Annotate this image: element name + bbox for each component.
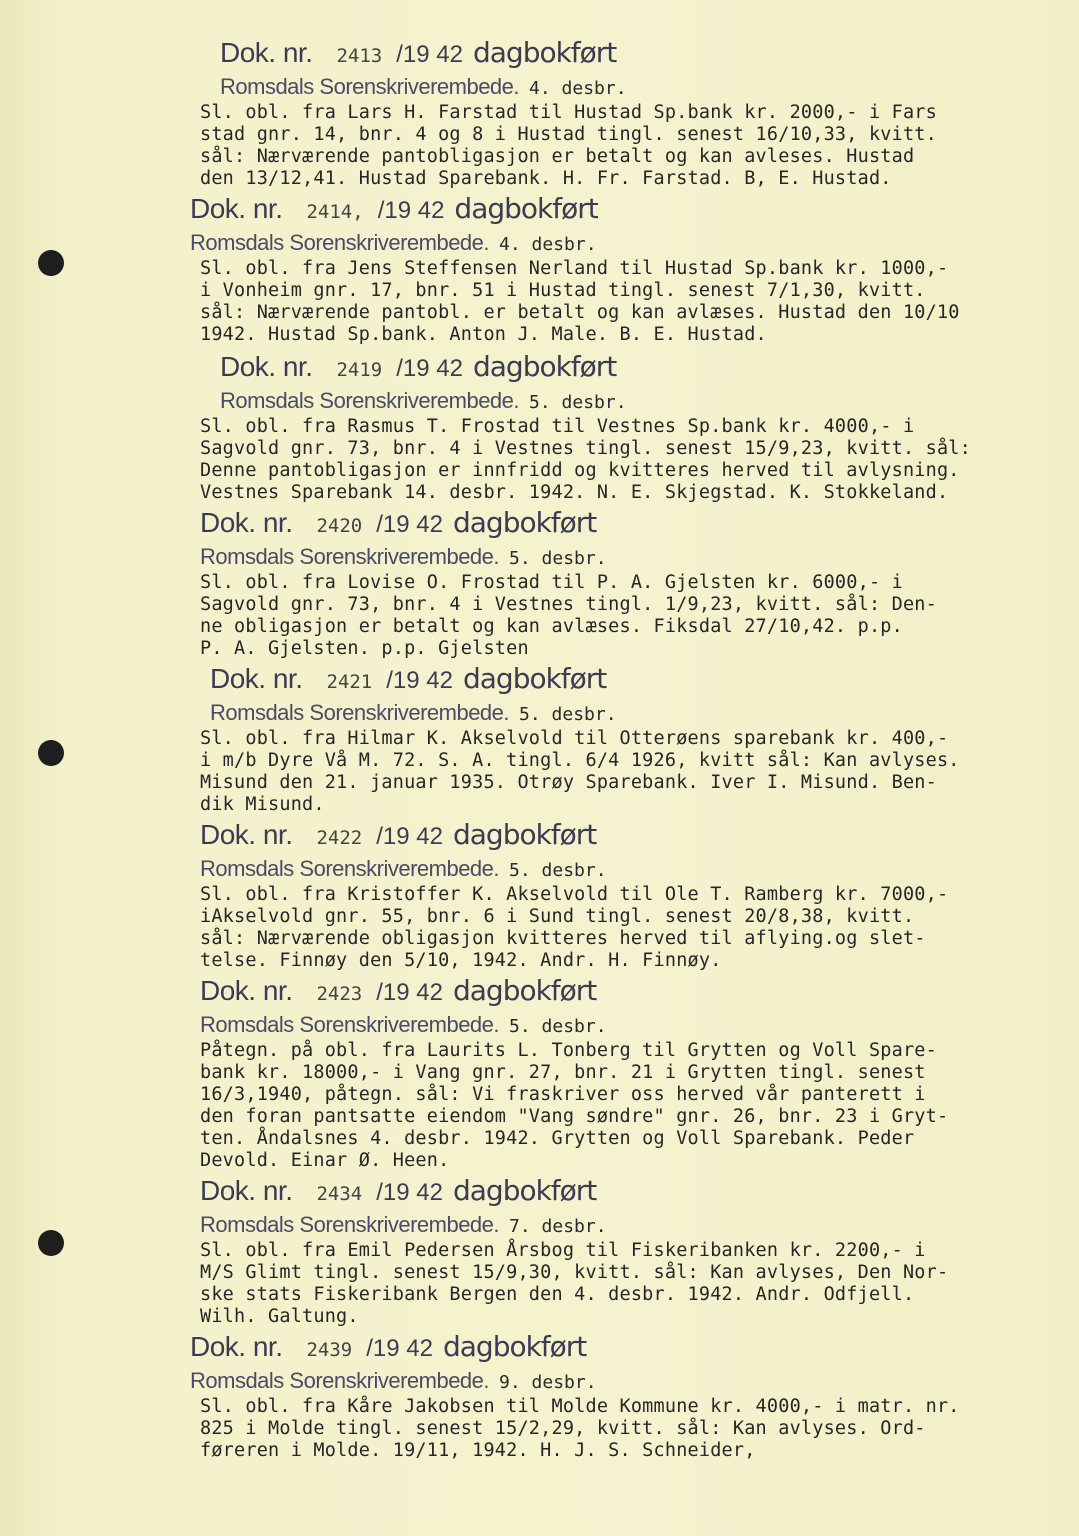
entry-text-line: 16/3,1940, påtegn. sål: Vi fraskriver oss herved vår panterett i xyxy=(200,1084,926,1105)
dok-number: 2421 xyxy=(326,671,373,693)
dagbokfort-stamp: dagbokført xyxy=(452,818,597,851)
entry-text-line: Misund den 21. januar 1935. Otrøy Sparebank. Iver I. Misund. Ben- xyxy=(200,772,937,793)
dok-label: Dok. nr. xyxy=(220,351,313,382)
punch-hole xyxy=(38,740,64,766)
punch-hole xyxy=(38,1230,64,1256)
office-stamp: Romsdals Sorenskriverembede. xyxy=(200,1212,500,1237)
entry-text-line: ne obligasjon er betalt og kan avlæses. Fiksdal 27/10,42. p.p. xyxy=(200,616,903,637)
entry-text-line: den foran pantsatte eiendom "Vang søndre" gnr. 26, bnr. 23 i Gryt- xyxy=(200,1106,949,1127)
entry-text-line: Sagvold gnr. 73, bnr. 4 i Vestnes tingl. 1/9,23, kvitt. sål: Den- xyxy=(200,594,937,615)
entry-text-line: Wilh. Galtung. xyxy=(200,1306,359,1327)
entry-date: 7. desbr. xyxy=(509,1216,607,1237)
dok-number: 2419 xyxy=(336,359,383,381)
dok-label: Dok. nr. xyxy=(200,1175,293,1206)
dok-number: 2422 xyxy=(316,827,363,849)
entry-text-line: 1942. Hustad Sp.bank. Anton J. Male. B. E. Hustad. xyxy=(200,324,767,345)
dok-number: 2413 xyxy=(336,45,383,67)
entry-text-line: Sl. obl. fra Rasmus T. Frostad til Vestnes Sp.bank kr. 4000,- i xyxy=(200,416,915,437)
register-entry xyxy=(190,192,1070,346)
dok-label: Dok. nr. xyxy=(190,193,283,224)
entry-text-line: i Vonheim gnr. 17, bnr. 51 i Hustad tingl. senest 7/1,30, kvitt. xyxy=(200,280,926,301)
dok-year: /19 42 xyxy=(376,823,443,850)
entry-text-line: Påtegn. på obl. fra Laurits L. Tonberg til Grytten og Voll Spare- xyxy=(200,1040,937,1061)
entry-text-line: i m/b Dyre Vå M. 72. S. A. tingl. 6/4 1926, kvitt sål: Kan avlyses. xyxy=(200,750,960,771)
entry-date: 4. desbr. xyxy=(499,234,597,255)
dok-number: 2414, xyxy=(306,201,364,223)
entry-text-line: sål: Nærværende pantobl. er betalt og kan avlæses. Hustad den 10/10 xyxy=(200,302,960,323)
dagbokfort-stamp: dagbokført xyxy=(442,1330,587,1363)
office-stamp: Romsdals Sorenskriverembede. xyxy=(200,856,500,881)
entry-date: 5. desbr. xyxy=(529,392,627,413)
dagbokfort-stamp: dagbokført xyxy=(452,974,597,1007)
entry-text-line: 825 i Molde tingl. senest 15/2,29, kvitt. sål: Kan avlyses. Ord- xyxy=(200,1418,926,1439)
dok-number: 2434 xyxy=(316,1183,363,1205)
entry-date: 5. desbr. xyxy=(509,548,607,569)
office-line xyxy=(190,1368,1070,1396)
entry-date: 5. desbr. xyxy=(519,704,617,725)
entry-text-line: P. A. Gjelsten. p.p. Gjelsten xyxy=(200,638,529,659)
entry-text-line: M/S Glimt tingl. senest 15/9,30, kvitt. sål: Kan avlyses, Den Nor- xyxy=(200,1262,949,1283)
dagbokfort-stamp: dagbokført xyxy=(452,1174,597,1207)
dok-year: /19 42 xyxy=(377,197,445,224)
office-line xyxy=(200,1212,1070,1240)
entry-text-line: ten. Åndalsnes 4. desbr. 1942. Grytten og Voll Sparebank. Peder xyxy=(200,1128,915,1149)
entry-text-line: dik Misund. xyxy=(200,794,325,815)
dok-year: /19 42 xyxy=(396,355,463,382)
entry-text-line: stad gnr. 14, bnr. 4 og 8 i Hustad tingl. senest 16/10,33, kvitt. xyxy=(200,124,937,145)
entry-text-line: føreren i Molde. 19/11, 1942. H. J. S. Schneider, xyxy=(200,1440,756,1461)
dok-number: 2423 xyxy=(316,983,363,1005)
register-entry xyxy=(190,662,1070,816)
office-stamp: Romsdals Sorenskriverembede. xyxy=(190,1368,490,1393)
entry-text-line: den 13/12,41. Hustad Sparebank. H. Fr. Farstad. B, E. Hustad. xyxy=(200,168,892,189)
office-line xyxy=(200,544,1070,572)
register-entries xyxy=(190,36,1070,1462)
office-line xyxy=(220,388,1070,416)
office-line xyxy=(220,74,1070,102)
office-line xyxy=(210,700,1070,728)
office-stamp: Romsdals Sorenskriverembede. xyxy=(220,74,520,99)
register-entry xyxy=(190,1174,1070,1328)
register-entry xyxy=(190,36,1070,190)
office-line xyxy=(190,230,1070,258)
dok-year: /19 42 xyxy=(376,511,443,538)
dagbokfort-stamp: dagbokført xyxy=(472,350,617,383)
entry-date: 9. desbr. xyxy=(499,1372,597,1393)
dagbokfort-stamp: dagbokført xyxy=(454,192,598,225)
dok-number: 2439 xyxy=(306,1339,353,1361)
dagbokfort-stamp: dagbokført xyxy=(462,662,607,695)
entry-text-line: Sl. obl. fra Jens Steffensen Nerland til Hustad Sp.bank kr. 1000,- xyxy=(200,258,949,279)
entry-text-line: iAkselvold gnr. 55, bnr. 6 i Sund tingl. senest 20/8,38, kvitt. xyxy=(200,906,915,927)
punch-hole xyxy=(38,250,64,276)
dok-year: /19 42 xyxy=(386,667,453,694)
register-entry xyxy=(190,350,1070,504)
entry-text-line: Denne pantobligasjon er innfridd og kvitteres herved til avlysning. xyxy=(200,460,960,481)
register-entry xyxy=(190,506,1070,660)
entry-text-line: ske stats Fiskeribank Bergen den 4. desbr. 1942. Andr. Odfjell. xyxy=(200,1284,915,1305)
entry-text-line: Sl. obl. fra Kåre Jakobsen til Molde Kommune kr. 4000,- i matr. nr. xyxy=(200,1396,960,1417)
office-stamp: Romsdals Sorenskriverembede. xyxy=(210,700,510,725)
dok-label: Dok. nr. xyxy=(200,819,293,850)
dok-label: Dok. nr. xyxy=(220,37,313,68)
entry-text-line: Sl. obl. fra Hilmar K. Akselvold til Otterøens sparebank kr. 400,- xyxy=(200,728,949,749)
dok-year: /19 42 xyxy=(366,1335,433,1362)
register-entry xyxy=(190,818,1070,972)
office-stamp: Romsdals Sorenskriverembede. xyxy=(220,388,520,413)
dok-number: 2420 xyxy=(316,515,363,537)
entry-text-line: sål: Nærværende obligasjon kvitteres herved til aflying.og slet- xyxy=(200,928,926,949)
office-stamp: Romsdals Sorenskriverembede. xyxy=(190,230,490,255)
office-stamp: Romsdals Sorenskriverembede. xyxy=(200,1012,500,1037)
register-entry xyxy=(190,974,1070,1172)
entry-text-line: Sl. obl. fra Emil Pedersen Årsbog til Fiskeribanken kr. 2200,- i xyxy=(200,1240,926,1261)
entry-text-line: Devold. Einar Ø. Heen. xyxy=(200,1150,450,1171)
entry-text-line: Sl. obl. fra Kristoffer K. Akselvold til Ole T. Ramberg kr. 7000,- xyxy=(200,884,949,905)
entry-text-line: telse. Finnøy den 5/10, 1942. Andr. H. Finnøy. xyxy=(200,950,722,971)
dok-year: /19 42 xyxy=(376,1179,443,1206)
dok-label: Dok. nr. xyxy=(210,663,303,694)
entry-date: 5. desbr. xyxy=(509,860,607,881)
office-line xyxy=(200,856,1070,884)
entry-date: 5. desbr. xyxy=(509,1016,607,1037)
office-line xyxy=(200,1012,1070,1040)
entry-text-line: bank kr. 18000,- i Vang gnr. 27, bnr. 21 i Grytten tingl. senest xyxy=(200,1062,926,1083)
dok-label: Dok. nr. xyxy=(200,975,293,1006)
dagbokfort-stamp: dagbokført xyxy=(472,36,617,69)
entry-text-line: Sagvold gnr. 73, bnr. 4 i Vestnes tingl. senest 15/9,23, kvitt. sål: xyxy=(200,438,971,459)
dok-label: Dok. nr. xyxy=(190,1331,283,1362)
entry-text-line: Vestnes Sparebank 14. desbr. 1942. N. E. Skjegstad. K. Stokkeland. xyxy=(200,482,949,503)
office-stamp: Romsdals Sorenskriverembede. xyxy=(200,544,500,569)
dok-year: /19 42 xyxy=(396,41,463,68)
dagbokfort-stamp: dagbokført xyxy=(452,506,597,539)
entry-text-line: Sl. obl. fra Lars H. Farstad til Hustad Sp.bank kr. 2000,- i Fars xyxy=(200,102,937,123)
dok-year: /19 42 xyxy=(376,979,443,1006)
dok-label: Dok. nr. xyxy=(200,507,293,538)
entry-text-line: Sl. obl. fra Lovise O. Frostad til P. A. Gjelsten kr. 6000,- i xyxy=(200,572,903,593)
register-entry xyxy=(190,1330,1070,1462)
entry-date: 4. desbr. xyxy=(529,78,627,99)
entry-text-line: sål: Nærværende pantobligasjon er betalt og kan avleses. Hustad xyxy=(200,146,915,167)
